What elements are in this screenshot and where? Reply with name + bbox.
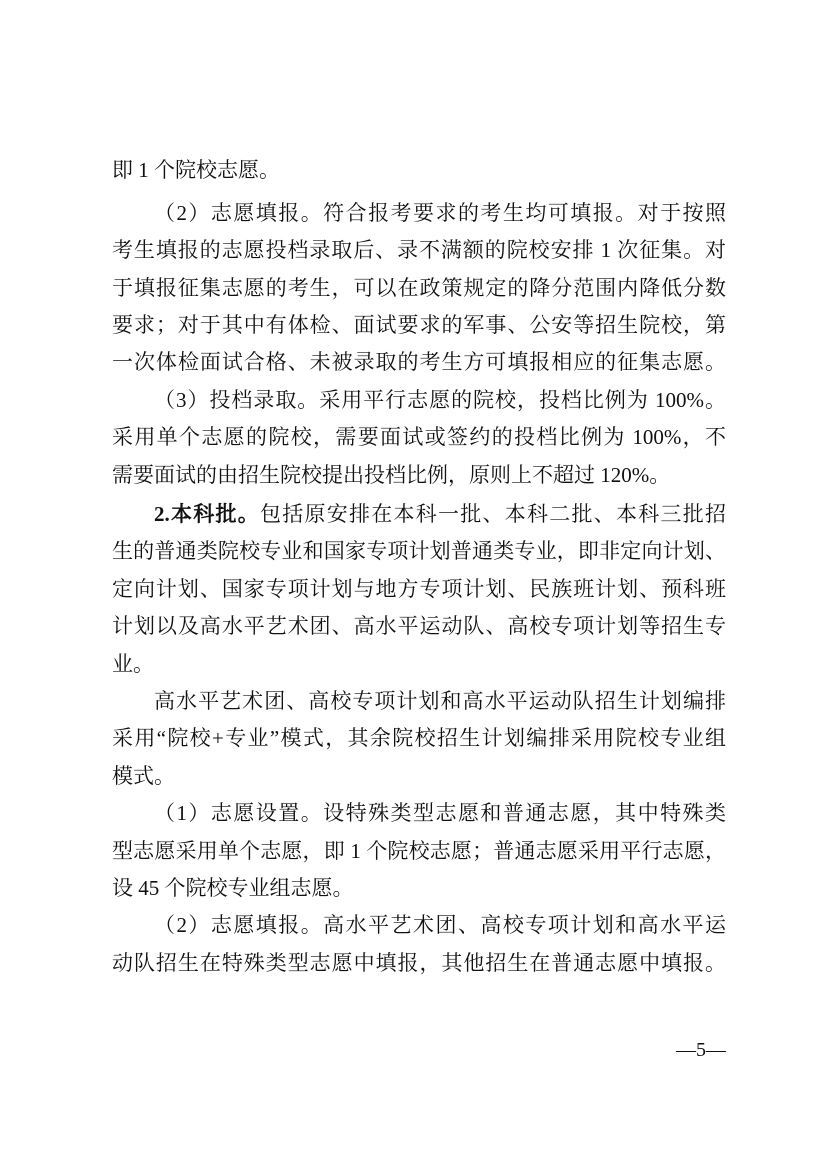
text-line: （2）志愿填报。高水平艺术团、高校专项计划和高水平运 — [154, 913, 726, 937]
text-line: 生的普通类院校专业和国家专项计划普通类专业，即非定向计划、 — [112, 539, 726, 563]
text-line: 即 1 个院校志愿。 — [112, 158, 280, 182]
text-segment: 包括原安排在本科一批、本科二批、本科三批招 — [260, 502, 726, 526]
text-line: 采用单个志愿的院校，需要面试或签约的投档比例为 100%，不 — [112, 425, 726, 449]
text-line: 定向计划、国家专项计划与地方专项计划、民族班计划、预科班 — [112, 577, 726, 601]
section-heading: 2.本科批。 — [154, 502, 260, 526]
text-line: 于填报征集志愿的考生，可以在政策规定的降分范围内降低分数 — [112, 276, 726, 300]
text-line: （1）志愿设置。设特殊类型志愿和普通志愿，其中特殊类 — [154, 801, 726, 825]
text-line: 型志愿采用单个志愿，即 1 个院校志愿；普通志愿采用平行志愿， — [112, 839, 726, 863]
section-heading-line — [154, 495, 726, 533]
text-line: 考生填报的志愿投档录取后、录不满额的院校安排 1 次征集。对 — [112, 238, 726, 262]
page-number: —5— — [676, 1039, 726, 1061]
text-line: 采用“院校+专业”模式，其余院校招生计划编排采用院校专业组 — [112, 726, 726, 750]
text-line: 高水平艺术团、高校专项计划和高水平运动队招生计划编排 — [154, 689, 726, 713]
text-line: （3）投档录取。采用平行志愿的院校，投档比例为 100%。 — [154, 388, 726, 412]
text-line: 要求；对于其中有体检、面试要求的军事、公安等招生院校，第 — [112, 313, 726, 337]
text-line: 动队招生在特殊类型志愿中填报，其他招生在普通志愿中填报。 — [112, 951, 726, 975]
text-line: 需要面试的由招生院校提出投档比例，原则上不超过 120%。 — [112, 463, 671, 487]
text-line: 一次体检面试合格、未被录取的考生方可填报相应的征集志愿。 — [112, 350, 726, 374]
text-line: （2）志愿填报。符合报考要求的考生均可填报。对于按照 — [154, 201, 726, 225]
text-line: 模式。 — [112, 764, 175, 788]
text-line: 计划以及高水平艺术团、高水平运动队、高校专项计划等招生专 — [112, 614, 726, 638]
text-line: 业。 — [112, 652, 154, 676]
text-line: 设 45 个院校专业组志愿。 — [112, 876, 354, 900]
